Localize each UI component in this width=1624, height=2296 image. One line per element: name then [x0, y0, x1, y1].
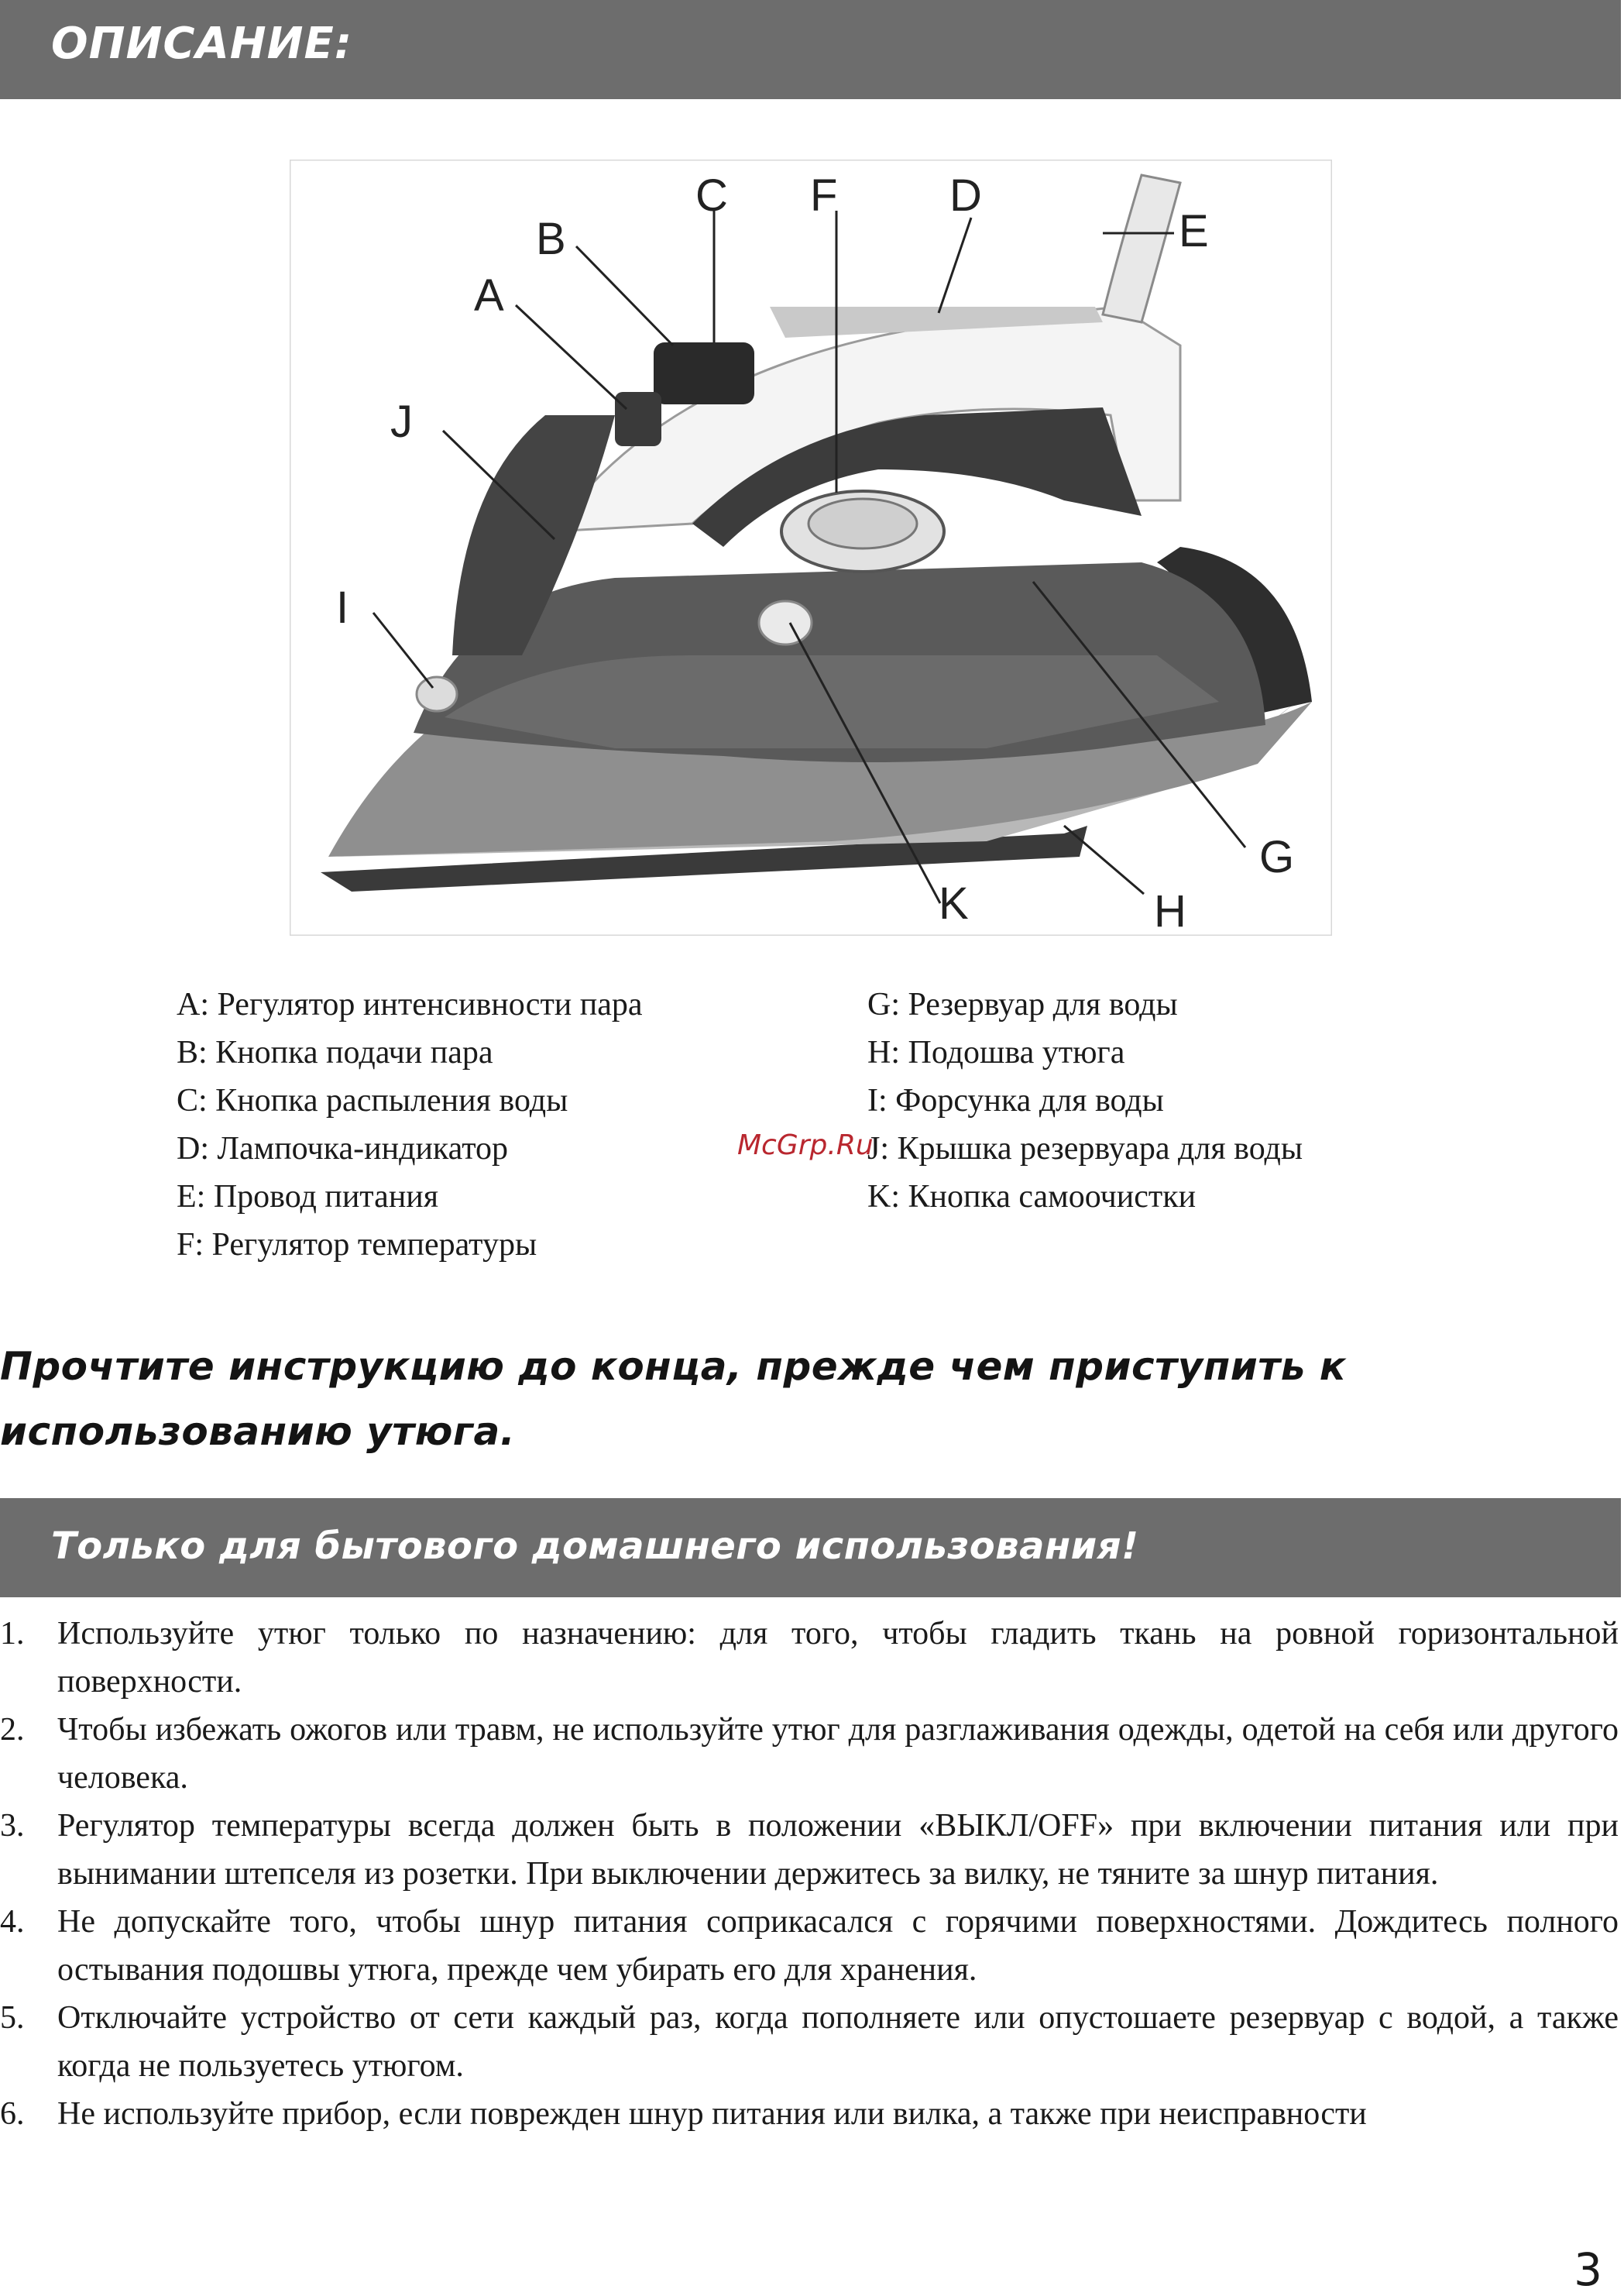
watermark: McGrp.Ru [737, 1129, 874, 1161]
item-number: 4. [0, 1904, 25, 1940]
legend-item: H: Подошва утюга [867, 1035, 1125, 1071]
label-a: A [474, 270, 504, 321]
item-text: Отключайте устройство от сети каждый раз, когда пополняете или опустошаете резервуар с водой, а также когда не пользуетесь утюгом. [57, 2000, 1619, 2084]
label-g: G [1259, 832, 1295, 882]
label-i: I [336, 583, 349, 633]
section-bar [0, 1498, 1621, 1597]
read-instructions-warning [0, 1334, 1549, 1464]
label-d: D [949, 170, 982, 221]
safety-rules-list [0, 1610, 1619, 2138]
item-number: 6. [0, 2096, 25, 2132]
legend-left [177, 981, 643, 1269]
section-title: Только для бытового домашнего использования! [51, 1524, 1139, 1568]
list-item [0, 1898, 1619, 1994]
label-h: H [1154, 886, 1186, 936]
list-item [0, 1706, 1619, 1802]
label-f: F [810, 170, 838, 221]
iron-diagram [290, 160, 1332, 936]
legend-item: B: Кнопка подачи пара [177, 1035, 493, 1071]
item-text: Чтобы избежать ожогов или травм, не используйте утюг для разглаживания одежды, одетой на себя или другого человека. [57, 1712, 1619, 1796]
legend-item: A: Регулятор интенсивности пара [177, 987, 643, 1023]
page-number: 3 [1574, 2243, 1602, 2296]
list-item [0, 1610, 1619, 1706]
legend-item: J: Крышка резервуара для воды [867, 1131, 1303, 1167]
label-j: J [390, 397, 413, 447]
legend-item: F: Регулятор температуры [177, 1227, 537, 1263]
item-number: 2. [0, 1712, 25, 1748]
item-text: Регулятор температуры всегда должен быть в положении «ВЫКЛ/OFF» при включении питания или при вынимании штепселя из розетки. При выключении держитесь за вилку, не тяните за шнур питания. [57, 1808, 1619, 1892]
label-c: C [695, 170, 728, 221]
header-title: ОПИСАНИЕ: [51, 19, 353, 69]
legend-right [867, 981, 1303, 1221]
warning-line: Прочтите инструкцию до конца, прежде чем приступить к [0, 1344, 1347, 1389]
legend-item: D: Лампочка-индикатор [177, 1131, 509, 1167]
item-number: 5. [0, 2000, 25, 2036]
warning-line: использованию утюга. [0, 1409, 516, 1454]
item-number: 1. [0, 1616, 25, 1652]
header-bar [0, 0, 1621, 99]
legend-item: E: Провод питания [177, 1179, 439, 1215]
label-e: E [1179, 206, 1209, 256]
list-item [0, 2090, 1619, 2138]
list-item [0, 1802, 1619, 1898]
label-k: K [939, 878, 969, 929]
item-text: Используйте утюг только по назначению: для того, чтобы гладить ткань на ровной горизонтальной поверхности. [57, 1616, 1619, 1700]
legend-item: G: Резервуар для воды [867, 987, 1178, 1023]
item-number: 3. [0, 1808, 25, 1844]
legend-item: K: Кнопка самоочистки [867, 1179, 1197, 1215]
list-item [0, 1994, 1619, 2090]
item-text: Не используйте прибор, если поврежден шнур питания или вилка, а также при неисправности [57, 2096, 1367, 2132]
legend-item: C: Кнопка распыления воды [177, 1083, 568, 1119]
label-b: B [536, 214, 566, 264]
item-text: Не допускайте того, чтобы шнур питания соприкасался с горячими поверхностями. Дождитесь полного остывания подошвы утюга, прежде чем убирать его для хранения. [57, 1904, 1619, 1988]
legend-item: I: Форсунка для воды [867, 1083, 1164, 1119]
